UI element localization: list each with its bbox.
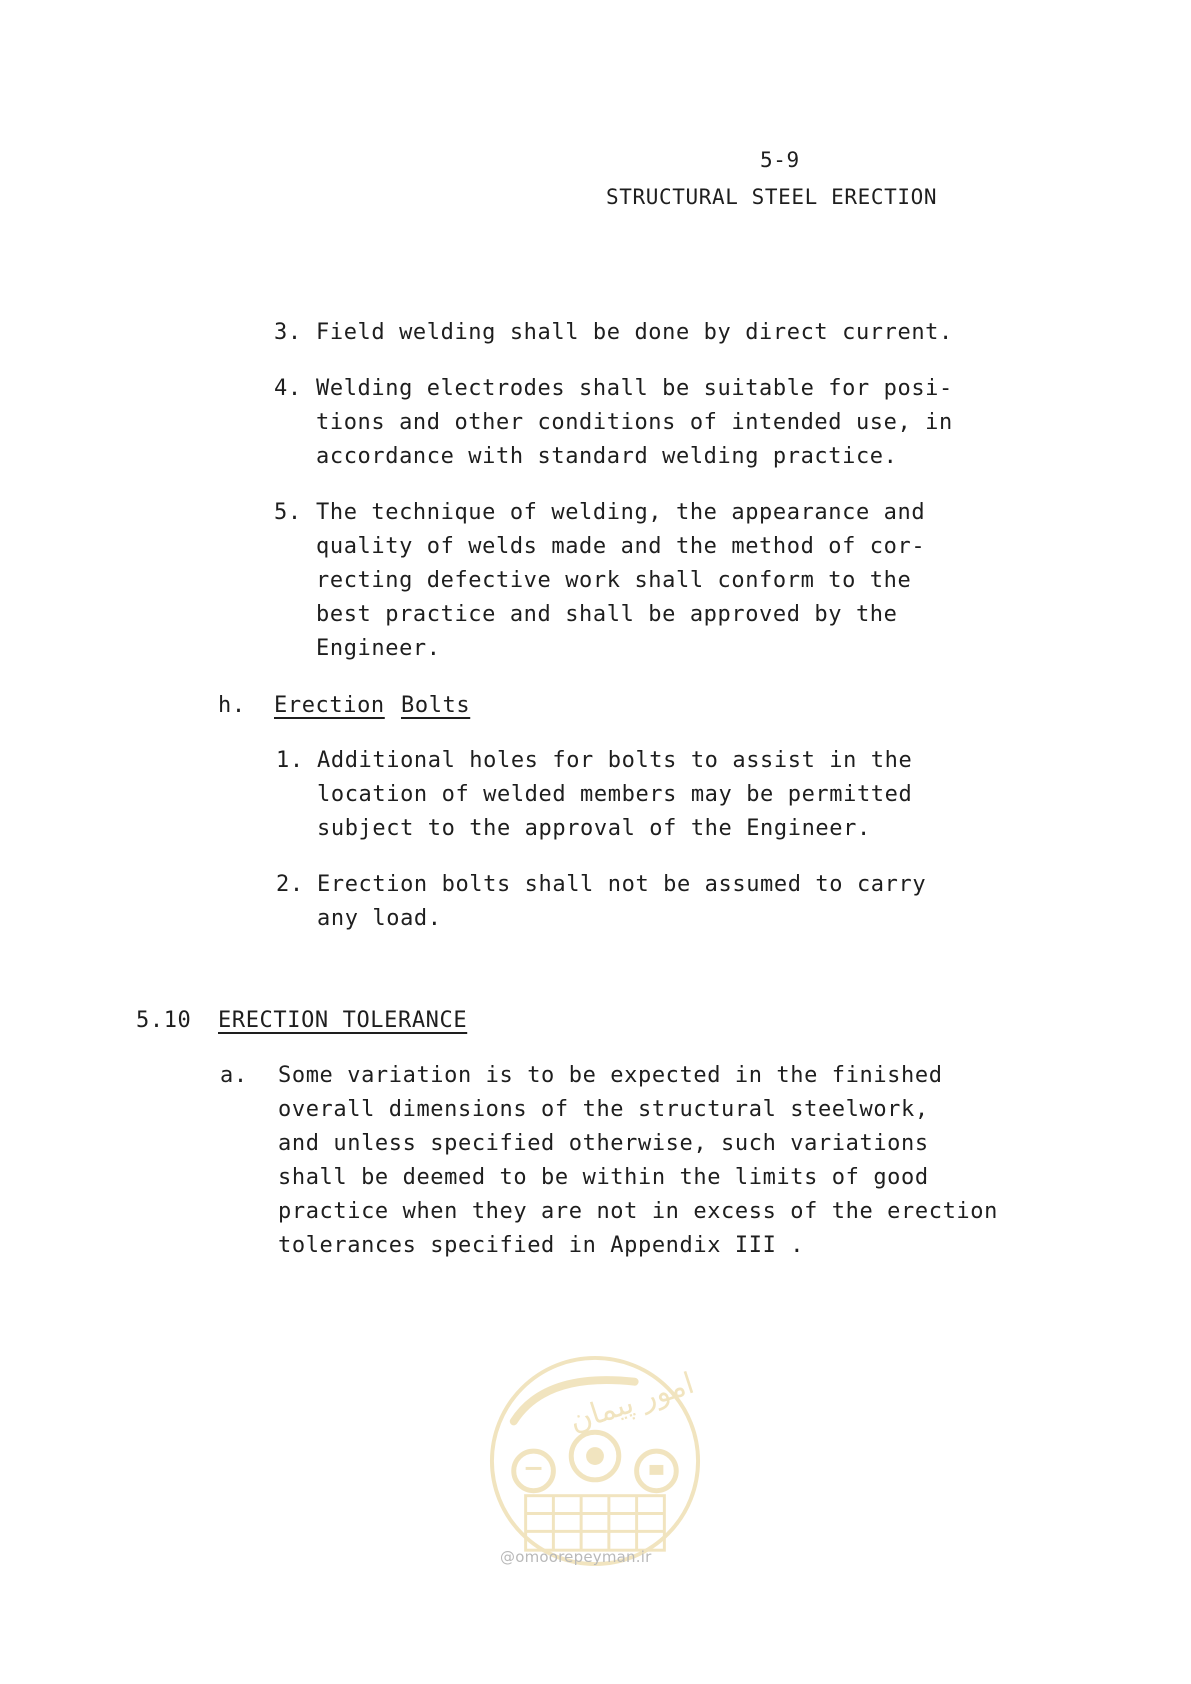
subsection-heading-word: Bolts — [401, 693, 471, 718]
item-line: The technique of welding, the appearance and — [316, 500, 926, 525]
item-number: 5. — [274, 500, 302, 525]
item-line: Additional holes for bolts to assist in the — [317, 748, 913, 773]
item-line: practice when they are not in excess of the erection — [278, 1199, 998, 1224]
item-line: recting defective work shall conform to the — [316, 568, 912, 593]
section-heading: ERECTION TOLERANCE — [218, 1008, 468, 1033]
svg-text:امور پیمان: امور پیمان — [565, 1365, 699, 1439]
section-running-title: STRUCTURAL STEEL ERECTION — [606, 185, 938, 209]
item-letter: a. — [220, 1063, 248, 1088]
item-line: Welding electrodes shall be suitable for posi- — [316, 376, 953, 401]
item-line: tolerances specified in Appendix III . — [278, 1233, 805, 1258]
item-line: subject to the approval of the Engineer. — [317, 816, 871, 841]
item-line: and unless specified otherwise, such variations — [278, 1131, 929, 1156]
at-icon: @ — [500, 1548, 516, 1566]
item-line: location of welded members may be permitted — [317, 782, 913, 807]
watermark-site-text: omoorepeyman.ir — [515, 1548, 652, 1566]
item-line: Some variation is to be expected in the finished — [278, 1063, 943, 1088]
item-line: overall dimensions of the structural steelwork, — [278, 1097, 929, 1122]
subsection-heading-word: Erection — [274, 693, 385, 718]
watermark-logo — [486, 1352, 704, 1570]
item-number: 2. — [276, 872, 304, 897]
item-line: Field welding shall be done by direct current. — [316, 320, 953, 345]
item-number: 4. — [274, 376, 302, 401]
section-number: 5.10 — [136, 1008, 192, 1033]
item-line: accordance with standard welding practice. — [316, 444, 898, 469]
item-number: 1. — [276, 748, 304, 773]
subsection-letter: h. — [218, 693, 246, 718]
item-line: best practice and shall be approved by the — [316, 602, 898, 627]
item-line: shall be deemed to be within the limits of good — [278, 1165, 929, 1190]
item-line: quality of welds made and the method of cor- — [316, 534, 926, 559]
item-line: any load. — [317, 906, 442, 931]
page-number: 5-9 — [760, 148, 800, 172]
item-line: tions and other conditions of intended use, in — [316, 410, 953, 435]
item-line: Engineer. — [316, 636, 441, 661]
watermark-site — [500, 1548, 651, 1566]
item-line: Erection bolts shall not be assumed to carry — [317, 872, 927, 897]
item-number: 3. — [274, 320, 302, 345]
